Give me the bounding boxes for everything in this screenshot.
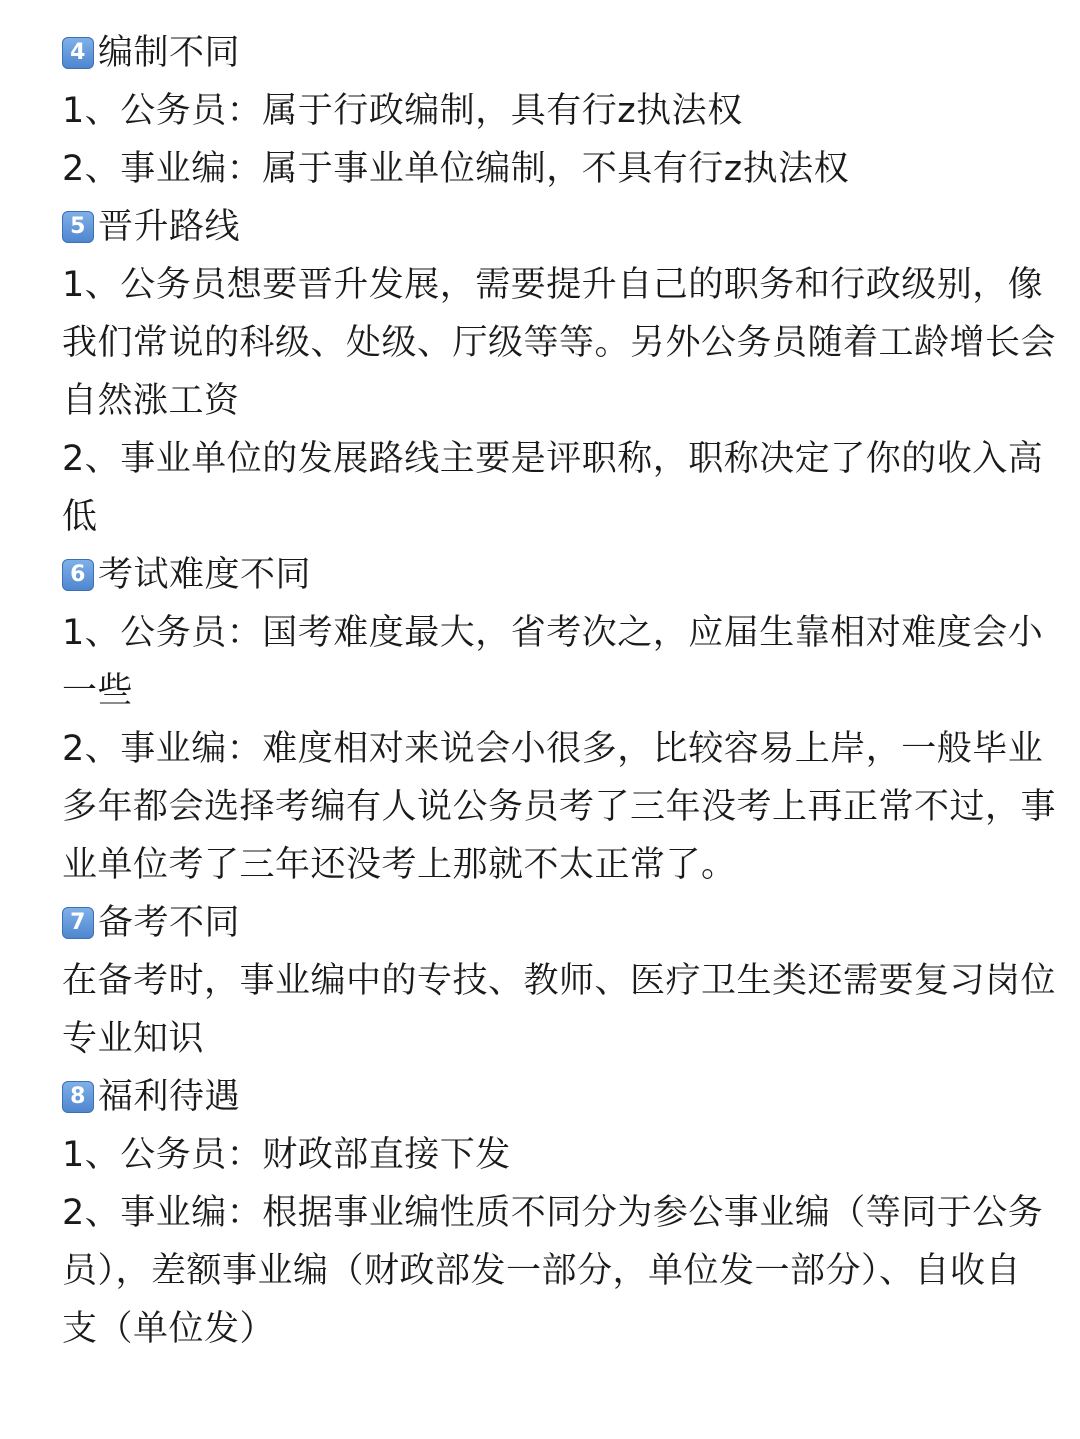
paragraph-line: 一些: [62, 671, 134, 711]
section-heading-5: [62, 198, 1012, 256]
paragraph-line: 1、公务员：属于行政编制，具有行z执法权: [62, 91, 743, 131]
section-heading-6: [62, 546, 1012, 604]
section-title: 考试难度不同: [98, 555, 312, 595]
paragraph-line: 我们常说的科级、处级、厅级等等。另外公务员随着工龄增长会: [62, 323, 1057, 363]
section-title: 福利待遇: [98, 1077, 241, 1117]
section-title: 编制不同: [98, 33, 241, 73]
keycap-4-icon: 4: [62, 37, 94, 69]
section-heading-7: [62, 894, 1012, 952]
paragraph-line: 1、公务员：财政部直接下发: [62, 1135, 511, 1175]
paragraph-line: 业单位考了三年还没考上那就不太正常了。: [62, 845, 737, 885]
paragraph-line: 2、事业编：属于事业单位编制，不具有行z执法权: [62, 149, 850, 189]
paragraph-line: 在备考时，事业编中的专技、教师、医疗卫生类还需要复习岗位: [62, 961, 1057, 1001]
section-heading-8: [62, 1068, 1012, 1126]
paragraph-line: 2、事业编：根据事业编性质不同分为参公事业编（等同于公务: [62, 1193, 1044, 1233]
paragraph-line: 1、公务员想要晋升发展，需要提升自己的职务和行政级别，像: [62, 265, 1044, 305]
article-body: [62, 24, 1057, 1358]
paragraph-line: 多年都会选择考编有人说公务员考了三年没考上再正常不过，事: [62, 787, 1057, 827]
keycap-6-icon: 6: [62, 559, 94, 591]
paragraph-line: 专业知识: [62, 1019, 205, 1059]
paragraph-line: 2、事业编：难度相对来说会小很多，比较容易上岸，一般毕业: [62, 729, 1044, 769]
paragraph-line: 员），差额事业编（财政部发一部分，单位发一部分）、自收自: [62, 1251, 1022, 1291]
keycap-5-icon: 5: [62, 211, 94, 243]
paragraph-line: 2、事业单位的发展路线主要是评职称，职称决定了你的收入高: [62, 439, 1044, 479]
section-title: 备考不同: [98, 903, 241, 943]
paragraph-line: 低: [62, 497, 98, 537]
paragraph-line: 支（单位发）: [62, 1309, 276, 1349]
section-heading-4: [62, 24, 1012, 82]
section-title: 晋升路线: [98, 207, 241, 247]
paragraph-line: 自然涨工资: [62, 381, 240, 421]
paragraph-line: 1、公务员：国考难度最大，省考次之，应届生靠相对难度会小: [62, 613, 1044, 653]
keycap-8-icon: 8: [62, 1081, 94, 1113]
keycap-7-icon: 7: [62, 907, 94, 939]
